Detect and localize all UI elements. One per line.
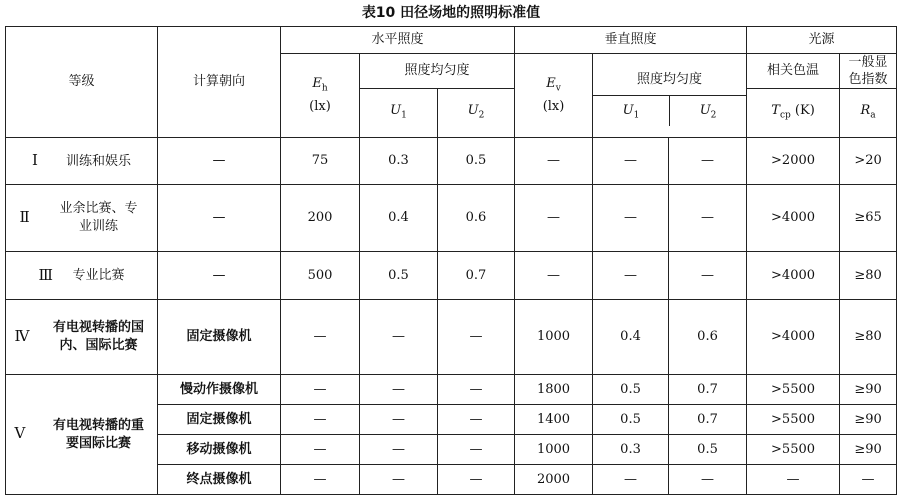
- hu1-cell: —: [360, 405, 438, 435]
- level-5-cell: Ⅴ 有电视转播的重要国际比赛: [6, 375, 158, 495]
- hu2-symbol: $U_2$: [438, 89, 515, 138]
- hu2-cell: —: [438, 375, 515, 405]
- lighting-standards-table: [5, 26, 897, 495]
- vu1-symbol: $U_1$: [593, 96, 670, 126]
- vu2-cell: —: [669, 252, 747, 300]
- vu2-cell: —: [669, 465, 747, 495]
- hu1-cell: —: [360, 375, 438, 405]
- direction-cell: 慢动作摄像机: [158, 375, 281, 405]
- tcp-symbol: $T_{cp}$ (K): [747, 89, 840, 138]
- direction-cell: 移动摄像机: [158, 435, 281, 465]
- header-level: 等级: [6, 27, 158, 138]
- ev-cell: —: [515, 252, 593, 300]
- hu1-symbol: $U_1$: [360, 89, 438, 138]
- direction-cell: 固定摄像机: [158, 405, 281, 435]
- level-1-cell: Ⅰ 训练和娱乐: [6, 138, 158, 185]
- table-row: [6, 185, 897, 252]
- direction-cell: —: [158, 138, 281, 185]
- ra-cell: —: [840, 465, 897, 495]
- level-3-cell: Ⅲ 专业比赛: [6, 252, 158, 300]
- hu1-cell: 0.3: [360, 138, 438, 185]
- header-direction: 计算朝向: [158, 27, 281, 138]
- ev-symbol: $E_v$: [546, 76, 561, 94]
- header-ev: [515, 54, 593, 138]
- tcp-cell: >4000: [747, 185, 840, 252]
- header-v-uniformity: 照度均匀度 $U_1$ $U_2$: [593, 54, 747, 138]
- vu1-cell: 0.5: [593, 405, 669, 435]
- ev-unit: (lx): [542, 98, 565, 114]
- direction-cell: —: [158, 252, 281, 300]
- vu2-symbol: $U_2$: [699, 103, 717, 121]
- table-row: [6, 138, 897, 185]
- ev-cell: 2000: [515, 465, 593, 495]
- vu2-cell: 0.7: [669, 375, 747, 405]
- hu1-cell: —: [360, 300, 438, 375]
- tcp-cell: >5500: [747, 405, 840, 435]
- eh-cell: —: [281, 300, 360, 375]
- eh-cell: 75: [281, 138, 360, 185]
- table-caption: 表10 田径场地的照明标准值: [361, 5, 541, 21]
- ra-cell: ≥65: [840, 185, 897, 252]
- tcp-cell: —: [747, 465, 840, 495]
- level-4-cell: Ⅳ 有电视转播的国内、国际比赛: [6, 300, 158, 375]
- header-row-1: [6, 27, 897, 54]
- hu2-cell: 0.6: [438, 185, 515, 252]
- table-row: [6, 300, 897, 375]
- header-vertical: 垂直照度: [515, 27, 747, 54]
- vu1-cell: —: [593, 138, 669, 185]
- eh-cell: —: [281, 405, 360, 435]
- level-2-cell: Ⅱ 业余比赛、专业训练: [6, 185, 158, 252]
- eh-symbol: $E_h$: [312, 76, 328, 94]
- ra-symbol: $R_a$: [840, 89, 897, 138]
- header-light-source: 光源: [747, 27, 897, 54]
- ra-cell: ≥80: [840, 300, 897, 375]
- vu1-cell: —: [593, 465, 669, 495]
- header-cri: 一般显色指数: [840, 54, 897, 89]
- ev-cell: —: [515, 138, 593, 185]
- hu2-cell: —: [438, 465, 515, 495]
- tcp-cell: >5500: [747, 435, 840, 465]
- eh-cell: —: [281, 465, 360, 495]
- direction-cell: —: [158, 185, 281, 252]
- vu2-cell: —: [669, 185, 747, 252]
- vu1-cell: 0.5: [593, 375, 669, 405]
- hu2-cell: 0.5: [438, 138, 515, 185]
- vu1-cell: —: [593, 185, 669, 252]
- tcp-cell: >2000: [747, 138, 840, 185]
- hu2-cell: —: [438, 405, 515, 435]
- eh-cell: —: [281, 435, 360, 465]
- vu2-cell: 0.7: [669, 405, 747, 435]
- tcp-cell: >4000: [747, 300, 840, 375]
- ra-cell: ≥90: [840, 405, 897, 435]
- tcp-cell: >5500: [747, 375, 840, 405]
- vu2-cell: 0.5: [669, 435, 747, 465]
- hu1-cell: 0.4: [360, 185, 438, 252]
- header-color-temp: 相关色温: [747, 54, 840, 89]
- ev-cell: —: [515, 185, 593, 252]
- eh-cell: 200: [281, 185, 360, 252]
- vu1-cell: 0.4: [593, 300, 669, 375]
- header-horizontal: 水平照度: [281, 27, 515, 54]
- ra-cell: ≥90: [840, 375, 897, 405]
- ev-cell: 1000: [515, 435, 593, 465]
- ra-cell: ≥80: [840, 252, 897, 300]
- ra-cell: ≥90: [840, 435, 897, 465]
- hu2-cell: —: [438, 435, 515, 465]
- eh-cell: 500: [281, 252, 360, 300]
- vu1-cell: —: [593, 252, 669, 300]
- header-h-uniformity: 照度均匀度: [360, 54, 515, 89]
- hu1-cell: —: [360, 465, 438, 495]
- direction-cell: 固定摄像机: [158, 300, 281, 375]
- vu2-cell: —: [669, 138, 747, 185]
- hu2-cell: 0.7: [438, 252, 515, 300]
- ev-cell: 1000: [515, 300, 593, 375]
- vu2-cell: 0.6: [669, 300, 747, 375]
- ev-cell: 1400: [515, 405, 593, 435]
- ev-cell: 1800: [515, 375, 593, 405]
- direction-cell: 终点摄像机: [158, 465, 281, 495]
- table-row: [6, 375, 897, 405]
- tcp-cell: >4000: [747, 252, 840, 300]
- header-eh: [281, 54, 360, 138]
- hu1-cell: —: [360, 435, 438, 465]
- eh-unit: (lx): [309, 98, 331, 114]
- table-row: [6, 252, 897, 300]
- hu2-cell: —: [438, 300, 515, 375]
- hu1-cell: 0.5: [360, 252, 438, 300]
- eh-cell: —: [281, 375, 360, 405]
- vu1-cell: 0.3: [593, 435, 669, 465]
- ra-cell: >20: [840, 138, 897, 185]
